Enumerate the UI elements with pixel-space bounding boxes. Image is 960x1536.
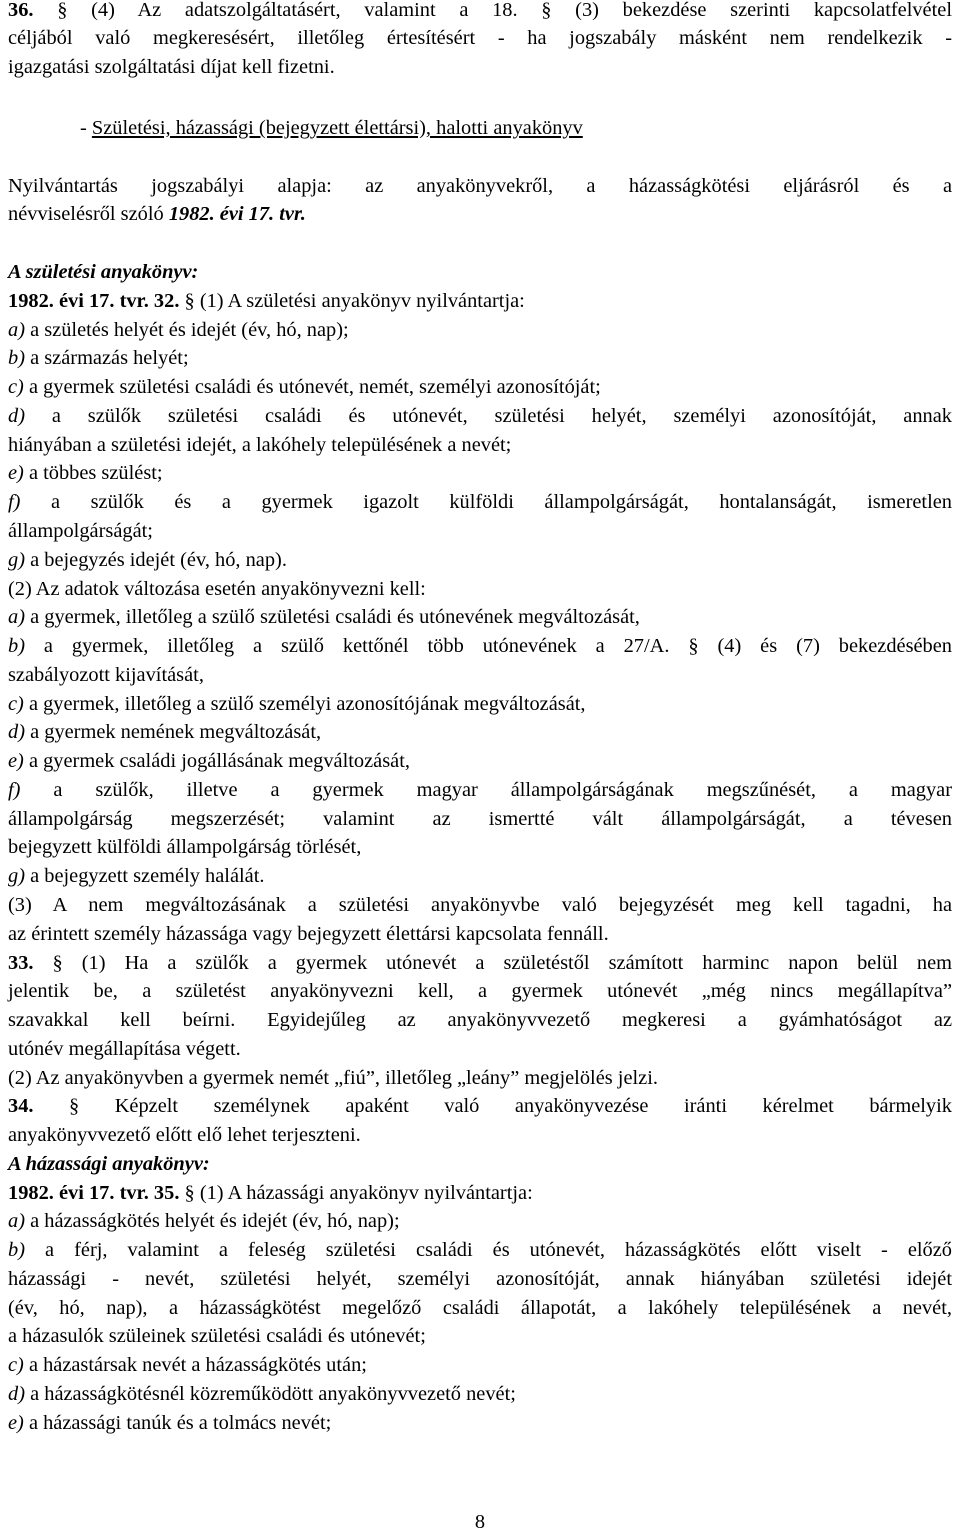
item-text: a gyermek családi jogállásának megváltozását,: [23, 750, 410, 772]
item-text: a szülők születési családi és utónevét, születési helyét, személyi azonosítóját, annak: [25, 405, 952, 427]
page-number: 8: [474, 1511, 486, 1533]
birth-change-a: [8, 603, 952, 631]
birth-change-d: [8, 718, 952, 746]
item-marker: d): [8, 721, 25, 743]
birth-register-title: A születési anyakönyv:: [8, 261, 199, 283]
marriage-item-c: [8, 1351, 952, 1379]
birth-item-g: [8, 546, 952, 574]
birth-change-f-line-2: állampolgárság megszerzését; valamint az ismertté vált állampolgárságát, a tévesen: [8, 808, 952, 830]
item-text: a származás helyét;: [25, 347, 189, 369]
birth-item-a: [8, 316, 952, 344]
para-33-line-1: [8, 949, 952, 977]
para-33-line-3: szavakkal kell beírni. Egyidejűleg az anyakönyvvezető megkeresi a gyámhatóságot az: [8, 1009, 952, 1031]
para-36-number: 36.: [8, 0, 34, 21]
heading-dash: -: [80, 117, 92, 139]
birth-change-f-line-3: bejegyzett külföldi állampolgárság törlését,: [8, 836, 362, 858]
item-marker: e): [8, 462, 24, 484]
marriage-item-a: [8, 1207, 952, 1235]
item-text: a gyermek születési családi és utónevét, nemét, személyi azonosítóját;: [23, 376, 601, 398]
item-text: a többes szülést;: [23, 462, 163, 484]
birth-para-3-line-2: az érintett személy házassága vagy bejegyzett élettársi kapcsolata fennáll.: [8, 923, 609, 945]
item-marker: e): [8, 750, 24, 772]
para-34-line-1: [8, 1092, 952, 1120]
para-36-text: § (4) Az adatszolgáltatásért, valamint a 18. § (3) bekezdése szerinti kapcsolatfelvétel: [57, 0, 952, 21]
item-marker: b): [8, 347, 25, 369]
item-marker: b): [8, 1239, 25, 1261]
birth-register-ref: [8, 287, 952, 315]
birth-change-c: [8, 690, 952, 718]
item-text: a gyermek nemének megváltozását,: [25, 721, 322, 743]
item-marker: c): [8, 693, 24, 715]
birth-para-2: (2) Az adatok változása esetén anyakönyvezni kell:: [8, 578, 426, 600]
item-text: a bejegyzés idejét (év, hó, nap).: [25, 549, 287, 571]
item-text: a házasságkötés helyét és idejét (év, hó, nap);: [25, 1210, 400, 1232]
para-36-line-1: [8, 0, 952, 24]
marriage-item-b-line-1: [8, 1236, 952, 1264]
para-36-line-3: igazgatási szolgáltatási díjat kell fizetni.: [8, 56, 335, 78]
para-33-line-4: utónév megállapítása végett.: [8, 1038, 241, 1060]
legal-basis-ref: 1982. évi 17. tvr.: [168, 203, 306, 225]
birth-change-e: [8, 747, 952, 775]
item-marker: d): [8, 405, 25, 427]
para-33-line-5: (2) Az anyakönyvben a gyermek nemét „fiú”, illetőleg „leány” megjelölés jelzi.: [8, 1067, 658, 1089]
marriage-register-ref: [8, 1179, 952, 1207]
marriage-item-b-line-2: házassági - nevét, születési helyét, személyi azonosítóját, annak hiányában születési idejét: [8, 1268, 952, 1290]
item-marker: d): [8, 1383, 25, 1405]
item-marker: b): [8, 635, 25, 657]
item-marker: f): [8, 491, 21, 513]
item-text: a gyermek, illetőleg a szülő születési családi és utónevének megváltozását,: [25, 606, 640, 628]
para-33-text: § (1) Ha a szülők a gyermek utónevét a születéstől számított harminc napon belül nem: [33, 952, 952, 974]
item-text: a gyermek, illetőleg a szülő személyi azonosítójának megváltozását,: [23, 693, 586, 715]
birth-ref-number: 1982. évi 17. tvr. 32.: [8, 290, 180, 312]
birth-change-b-line-2: szabályozott kijavítását,: [8, 664, 204, 686]
marriage-ref-number: 1982. évi 17. tvr. 35.: [8, 1182, 180, 1204]
item-marker: e): [8, 1412, 24, 1434]
item-text: a házastársak nevét a házasságkötés után;: [23, 1354, 367, 1376]
item-text: a szülők, illetve a gyermek magyar állampolgárságának megszűnését, a magyar: [20, 779, 952, 801]
item-marker: c): [8, 376, 24, 398]
para-34-text: § Képzelt személynek apaként való anyakönyvezése iránti kérelmet bármelyik: [33, 1095, 952, 1117]
birth-item-d-line-1: [8, 402, 952, 430]
item-text: a házassági tanúk és a tolmács nevét;: [23, 1412, 332, 1434]
legal-basis-line-2: [8, 200, 952, 228]
item-marker: a): [8, 606, 25, 628]
birth-item-c: [8, 373, 952, 401]
marriage-item-b-line-4: a házasulók szüleinek születési családi és utónevét;: [8, 1325, 426, 1347]
item-marker: a): [8, 319, 25, 341]
item-marker: c): [8, 1354, 24, 1376]
section-heading: [80, 114, 583, 142]
item-marker: g): [8, 549, 25, 571]
birth-ref-text: § (1) A születési anyakönyv nyilvántartja:: [179, 290, 525, 312]
legal-basis-line-1: Nyilvántartás jogszabályi alapja: az anyakönyvekről, a házasságkötési eljárásról és a: [8, 175, 952, 197]
para-34-number: 34.: [8, 1095, 34, 1117]
item-text: a bejegyzett személy halálát.: [25, 865, 265, 887]
para-34-line-2: anyakönyvvezető előtt elő lehet terjeszteni.: [8, 1124, 361, 1146]
birth-item-d-line-2: hiányában a születési idejét, a lakóhely településének a nevét;: [8, 434, 512, 456]
birth-change-g: [8, 862, 952, 890]
item-text: a gyermek, illetőleg a szülő kettőnél több utónevének a 27/A. § (4) és (7) bekezdésében: [25, 635, 952, 657]
marriage-item-d: [8, 1380, 952, 1408]
item-text: a férj, valamint a feleség születési családi és utónevét, házasságkötés előtt viselt - előző: [25, 1239, 952, 1261]
marriage-ref-text: § (1) A házassági anyakönyv nyilvántartja:: [179, 1182, 533, 1204]
item-text: a házasságkötésnél közreműködött anyakönyvvezető nevét;: [25, 1383, 516, 1405]
birth-para-3-line-1: (3) A nem megváltozásának a születési anyakönyvbe való bejegyzését meg kell tagadni, ha: [8, 894, 952, 916]
birth-change-b-line-1: [8, 632, 952, 660]
para-36-line-2: céljából való megkeresésért, illetőleg értesítésért - ha jogszabály másként nem rendelkezik -: [8, 27, 952, 49]
item-marker: a): [8, 1210, 25, 1232]
birth-item-f-line-2: állampolgárságát;: [8, 520, 153, 542]
item-marker: f): [8, 779, 21, 801]
birth-change-f-line-1: [8, 776, 952, 804]
item-marker: g): [8, 865, 25, 887]
legal-basis-text: névviselésről szóló: [8, 203, 169, 225]
heading-text: Születési, házassági (bejegyzett élettársi), halotti anyakönyv: [91, 117, 583, 139]
marriage-item-b-line-3: (év, hó, nap), a házasságkötést megelőző családi állapotát, a lakóhely településének a nevét,: [8, 1297, 952, 1319]
birth-item-b: [8, 344, 952, 372]
para-33-number: 33.: [8, 952, 34, 974]
birth-item-e: [8, 459, 952, 487]
item-text: a szülők és a gyermek igazolt külföldi állampolgárságát, hontalanságát, ismeretlen: [20, 491, 952, 513]
item-text: a születés helyét és idejét (év, hó, nap);: [25, 319, 349, 341]
birth-item-f-line-1: [8, 488, 952, 516]
marriage-register-title: A házassági anyakönyv:: [8, 1153, 210, 1175]
marriage-item-e: [8, 1409, 952, 1437]
para-33-line-2: jelentik be, a születést anyakönyvezni kell, a gyermek utónevét „még nincs megállapítva”: [8, 980, 952, 1002]
